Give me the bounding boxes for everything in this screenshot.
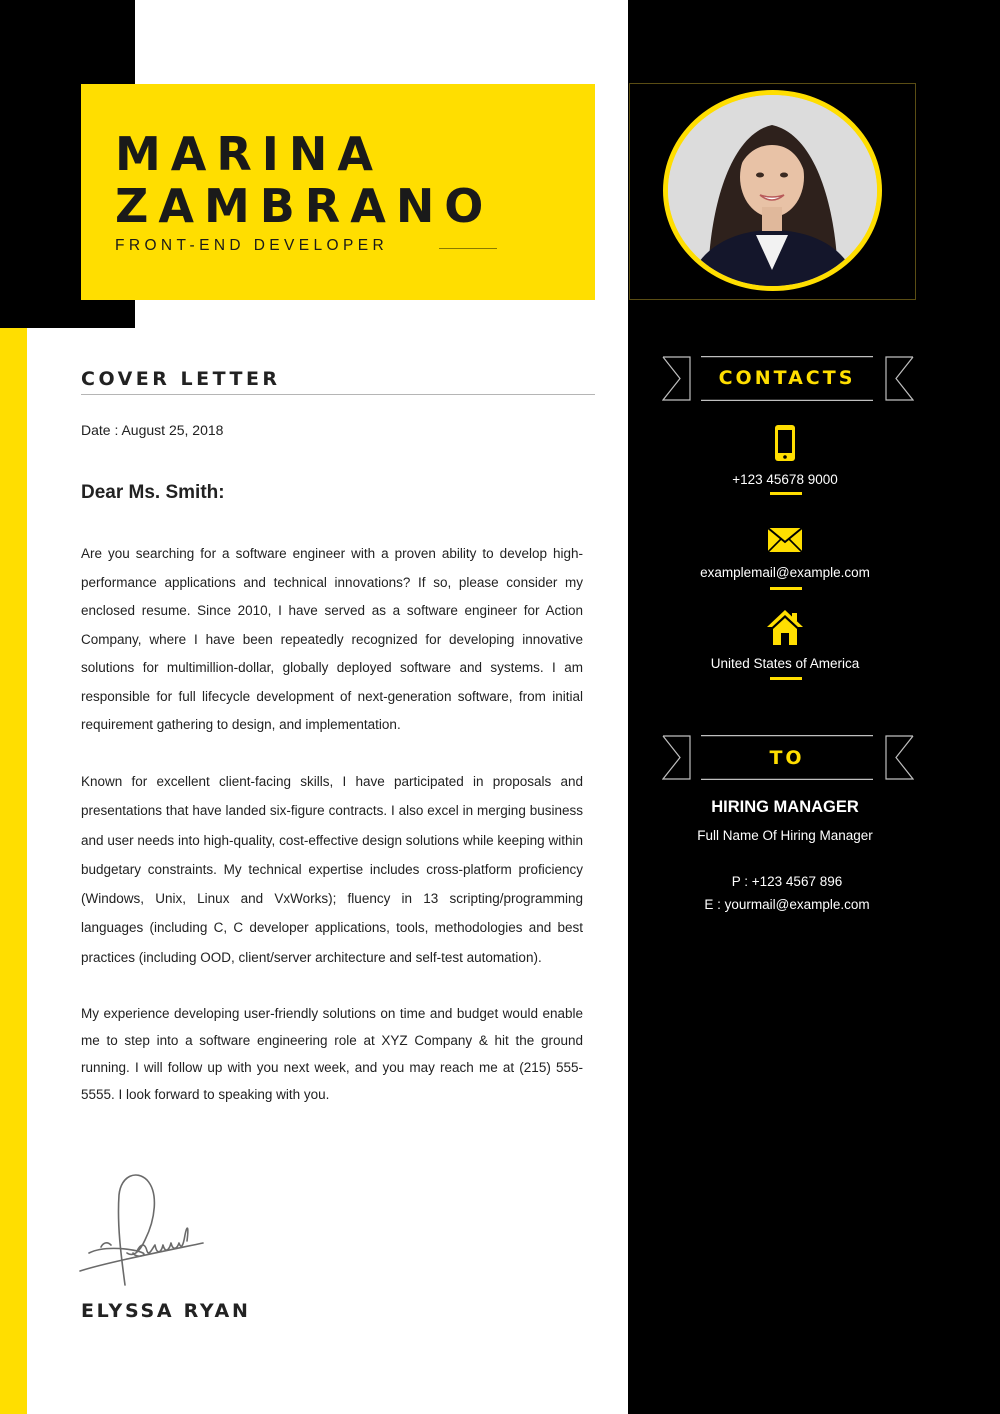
mail-icon [766,520,804,558]
name-header-box [81,84,595,300]
contact-divider [770,587,802,590]
contact-divider [770,492,802,495]
contact-email: examplemail@example.com [700,565,870,580]
letter-paragraph: Are you searching for a software engineer with a proven ability to develop high-performance applications and technical innovations? If so, please consider my enclosed resume. Since 2010, I have served as a software engineer for Action Company, where I have been repeatedly recognized for developing innovative solutions for multimillion-dollar, globally deployed software and systems. I am responsible for full lifecycle development of next-generation software, from initial requirement gathering to design, and implementation. [81,546,583,732]
cover-letter-divider [81,394,595,395]
job-title: FRONT-END DEVELOPER [115,237,389,254]
contact-phone: +123 45678 9000 [732,472,838,487]
signer-name: ELYSSA RYAN [81,1300,251,1322]
handwritten-signature-icon [75,1165,215,1295]
first-name: MARINA [115,127,384,181]
letter-date: Date : August 25, 2018 [81,422,224,438]
home-icon [766,608,804,646]
letter-paragraph: My experience developing user-friendly solutions on time and budget would enable me to step into a software engineering role at XYZ Company & hit the ground running. I will follow up with you next week, and you may reach me at (215) 555-5555. I look forward to speaking with you. [81,1006,583,1102]
title-divider [439,248,497,249]
decorative-yellow-strip [0,328,27,1414]
phone-icon [766,424,804,462]
letter-paragraph: Known for excellent client-facing skills, I have participated in proposals and presentations that have landed six-figure contracts. I also excel in merging business and user needs into high-quality, cost-effective design solutions while keeping within budgetary constraints. My technical expertise includes cross-platform proficiency (Windows, Unix, Linux and VxWorks); fluency in 13 scripting/programming languages (including C, C developer applications, tools, methodologies and best practices (including OOD, client/server architecture and self-test automation). [81,774,583,965]
recipient-phone: P : +123 4567 896 [731,874,843,889]
recipient-email: E : yourmail@example.com [704,897,870,912]
cover-letter-heading: COVER LETTER [81,368,281,390]
recipient-title: HIRING MANAGER [711,798,859,816]
contact-location: United States of America [710,656,860,671]
salutation: Dear Ms. Smith: [81,482,225,503]
contact-divider [770,677,802,680]
contacts-heading: CONTACTS [718,367,856,389]
recipient-name: Full Name Of Hiring Manager [697,828,873,843]
last-name: ZAMBRANO [115,179,494,233]
recipient-heading: TO [769,747,805,769]
portrait-photo-icon [663,90,882,291]
